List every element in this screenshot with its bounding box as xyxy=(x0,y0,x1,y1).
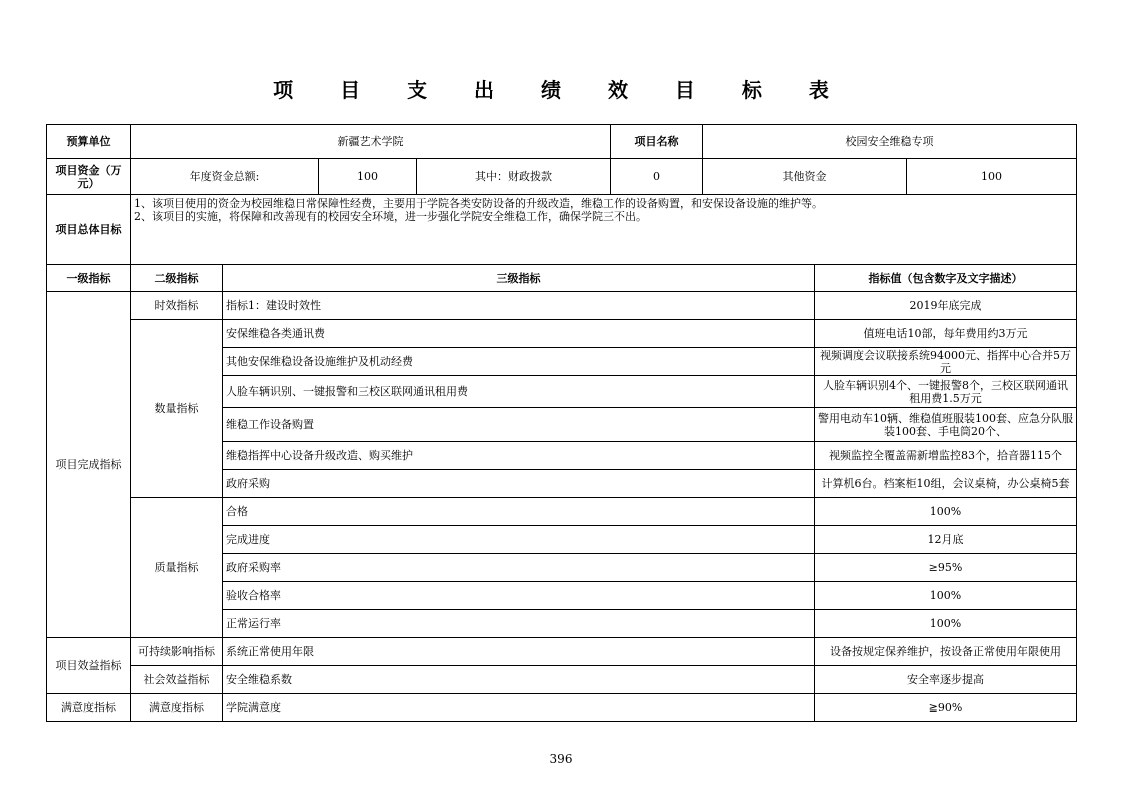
indicator-name: 维稳指挥中心设备升级改造、购买维护 xyxy=(223,442,815,470)
indicator-name: 安全维稳系数 xyxy=(223,666,815,694)
indicator-name: 指标1：建设时效性 xyxy=(223,292,815,320)
fiscal-value: 0 xyxy=(611,159,703,195)
indicator-name: 正常运行率 xyxy=(223,610,815,638)
indicator-value: 视频调度会议联接系统94000元、指挥中心合并5万元 xyxy=(815,348,1077,376)
indicator-value: 警用电动车10辆、维稳值班服装100套、应急分队服装100套、手电筒20个、 xyxy=(815,408,1077,442)
level1-header: 一级指标 xyxy=(47,265,131,292)
group-satisfaction: 满意度指标 xyxy=(47,694,131,722)
indicator-name: 学院满意度 xyxy=(223,694,815,722)
overall-goal-text xyxy=(131,195,1077,265)
subgroup-social: 社会效益指标 xyxy=(131,666,223,694)
fiscal-label: 其中：财政拨款 xyxy=(417,159,611,195)
indicator-name: 安保维稳各类通讯费 xyxy=(223,320,815,348)
overall-goal-label: 项目总体目标 xyxy=(47,195,131,265)
value-header: 指标值（包含数字及文字描述） xyxy=(815,265,1077,292)
indicator-name: 完成进度 xyxy=(223,526,815,554)
indicator-name: 验收合格率 xyxy=(223,582,815,610)
other-funds-label: 其他资金 xyxy=(703,159,907,195)
indicator-value: 计算机6台。档案柜10组，会议桌椅，办公桌椅5套 xyxy=(815,470,1077,498)
subgroup-satisfaction: 满意度指标 xyxy=(131,694,223,722)
annual-total-value: 100 xyxy=(319,159,417,195)
subgroup-quantity: 数量指标 xyxy=(131,320,223,498)
goal-line: 2、该项目的实施，将保障和改善现有的校园安全环境，进一步强化学院安全维稳工作，确保学院三不出。 xyxy=(134,210,647,223)
indicator-value: ≧90% xyxy=(815,694,1077,722)
indicator-name: 维稳工作设备购置 xyxy=(223,408,815,442)
unit-value: 新疆艺术学院 xyxy=(131,125,611,159)
indicator-value: ≥95% xyxy=(815,554,1077,582)
indicator-value: 安全率逐步提高 xyxy=(815,666,1077,694)
indicator-name: 合格 xyxy=(223,498,815,526)
indicator-value: 12月底 xyxy=(815,526,1077,554)
indicator-value: 人脸车辆识别4个、一键报警8个，三校区联网通讯租用费1.5万元 xyxy=(815,376,1077,408)
group-completion: 项目完成指标 xyxy=(47,292,131,638)
group-benefit: 项目效益指标 xyxy=(47,638,131,694)
indicator-name: 人脸车辆识别、一键报警和三校区联网通讯租用费 xyxy=(223,376,815,408)
other-funds-value: 100 xyxy=(907,159,1077,195)
subgroup-timeliness: 时效指标 xyxy=(131,292,223,320)
performance-table xyxy=(46,124,1077,722)
indicator-value: 100% xyxy=(815,582,1077,610)
page-number: 396 xyxy=(549,752,573,766)
level2-header: 二级指标 xyxy=(131,265,223,292)
funds-label: 项目资金（万元） xyxy=(47,159,131,195)
project-name-value: 校园安全维稳专项 xyxy=(703,125,1077,159)
level3-header: 三级指标 xyxy=(223,265,815,292)
unit-label: 预算单位 xyxy=(47,125,131,159)
indicator-value: 设备按规定保养维护，按设备正常使用年限使用 xyxy=(815,638,1077,666)
annual-total-label: 年度资金总额: xyxy=(131,159,319,195)
page-title: 项 目 支 出 绩 效 目 标 表 xyxy=(273,78,849,102)
indicator-name: 系统正常使用年限 xyxy=(223,638,815,666)
goal-line: 1、该项目使用的资金为校园维稳日常保障性经费，主要用于学院各类安防设备的升级改造，维稳工作的设备购置，和安保设备设施的维护等。 xyxy=(134,197,823,210)
project-name-label: 项目名称 xyxy=(611,125,703,159)
indicator-value: 100% xyxy=(815,610,1077,638)
indicator-value: 视频监控全覆盖需新增监控83个，拾音器115个 xyxy=(815,442,1077,470)
indicator-value: 2019年底完成 xyxy=(815,292,1077,320)
indicator-name: 其他安保维稳设备设施维护及机动经费 xyxy=(223,348,815,376)
indicator-name: 政府采购 xyxy=(223,470,815,498)
indicator-name: 政府采购率 xyxy=(223,554,815,582)
indicator-value: 值班电话10部，每年费用约3万元 xyxy=(815,320,1077,348)
indicator-value: 100% xyxy=(815,498,1077,526)
subgroup-quality: 质量指标 xyxy=(131,498,223,638)
subgroup-sustain: 可持续影响指标 xyxy=(131,638,223,666)
